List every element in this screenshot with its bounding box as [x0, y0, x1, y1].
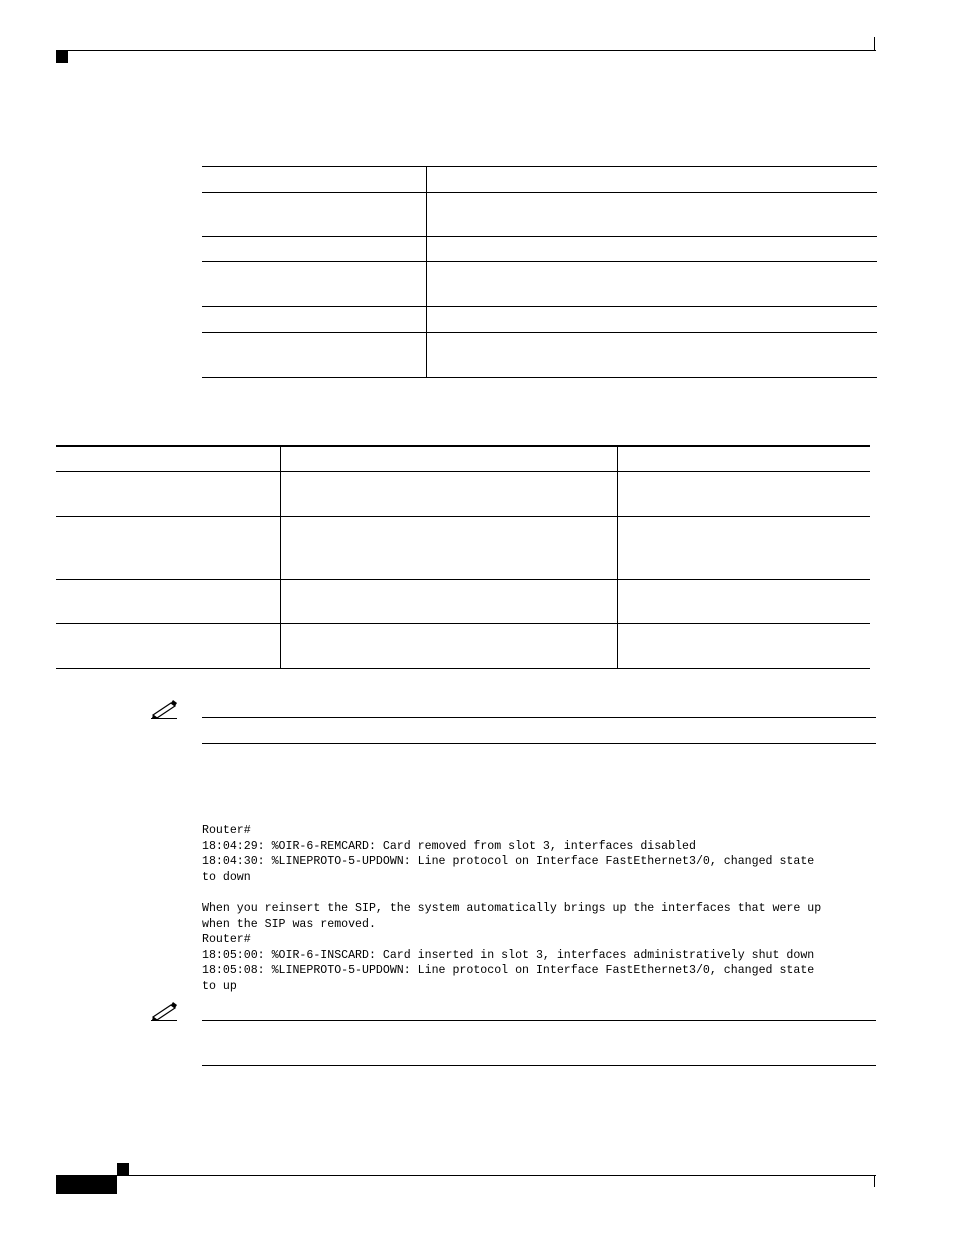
- code-line: to up: [202, 979, 237, 993]
- code-line: When you reinsert the SIP, the system automatically brings up the interfaces that were up: [202, 901, 822, 915]
- code-line: Router#: [202, 933, 251, 947]
- code-line: Router#: [202, 824, 251, 837]
- code-line: 18:04:29: %OIR-6-REMCARD: Card removed from slot 3, interfaces disabled: [202, 839, 696, 853]
- header-marker: [56, 51, 68, 63]
- footer-marker: [117, 1163, 129, 1175]
- note-2-bottom-rule: [202, 1065, 876, 1066]
- note-pencil-icon: [150, 999, 178, 1021]
- code-line: 18:05:00: %OIR-6-INSCARD: Card inserted in slot 3, interfaces administratively shut down: [202, 948, 815, 962]
- table-row: [56, 623, 870, 624]
- table-2-header-rule: [56, 471, 870, 472]
- table-row: [56, 516, 870, 517]
- table-1-header-rule: [202, 192, 877, 193]
- code-line: to down: [202, 870, 251, 884]
- note-1-top-rule: [202, 717, 876, 718]
- table-row: [202, 332, 877, 333]
- header-rule: [56, 50, 876, 51]
- header-tick: [874, 37, 875, 51]
- footer-tick: [874, 1175, 875, 1187]
- table-row: [202, 261, 877, 262]
- note-pencil-icon: [150, 697, 178, 719]
- footer-page-tab: [56, 1176, 117, 1194]
- table-2-column-divider-2: [617, 445, 618, 668]
- code-line: when the SIP was removed.: [202, 917, 376, 931]
- table-1-bottom-rule: [202, 377, 877, 378]
- code-line: 18:05:08: %LINEPROTO-5-UPDOWN: Line protocol on Interface FastEthernet3/0, changed state: [202, 964, 815, 978]
- note-2-top-rule: [202, 1020, 876, 1021]
- table-row: [202, 236, 877, 237]
- table-row: [56, 579, 870, 580]
- code-block: [202, 823, 882, 995]
- table-1-column-divider: [426, 166, 427, 377]
- table-row: [202, 306, 877, 307]
- code-line: 18:04:30: %LINEPROTO-5-UPDOWN: Line protocol on Interface FastEthernet3/0, changed state: [202, 855, 815, 869]
- table-1-top-rule: [202, 166, 877, 167]
- table-2-top-rule: [56, 445, 870, 447]
- footer-rule: [56, 1175, 876, 1176]
- table-2-column-divider-1: [280, 445, 281, 668]
- note-1-bottom-rule: [202, 743, 876, 744]
- table-2-bottom-rule: [56, 668, 870, 669]
